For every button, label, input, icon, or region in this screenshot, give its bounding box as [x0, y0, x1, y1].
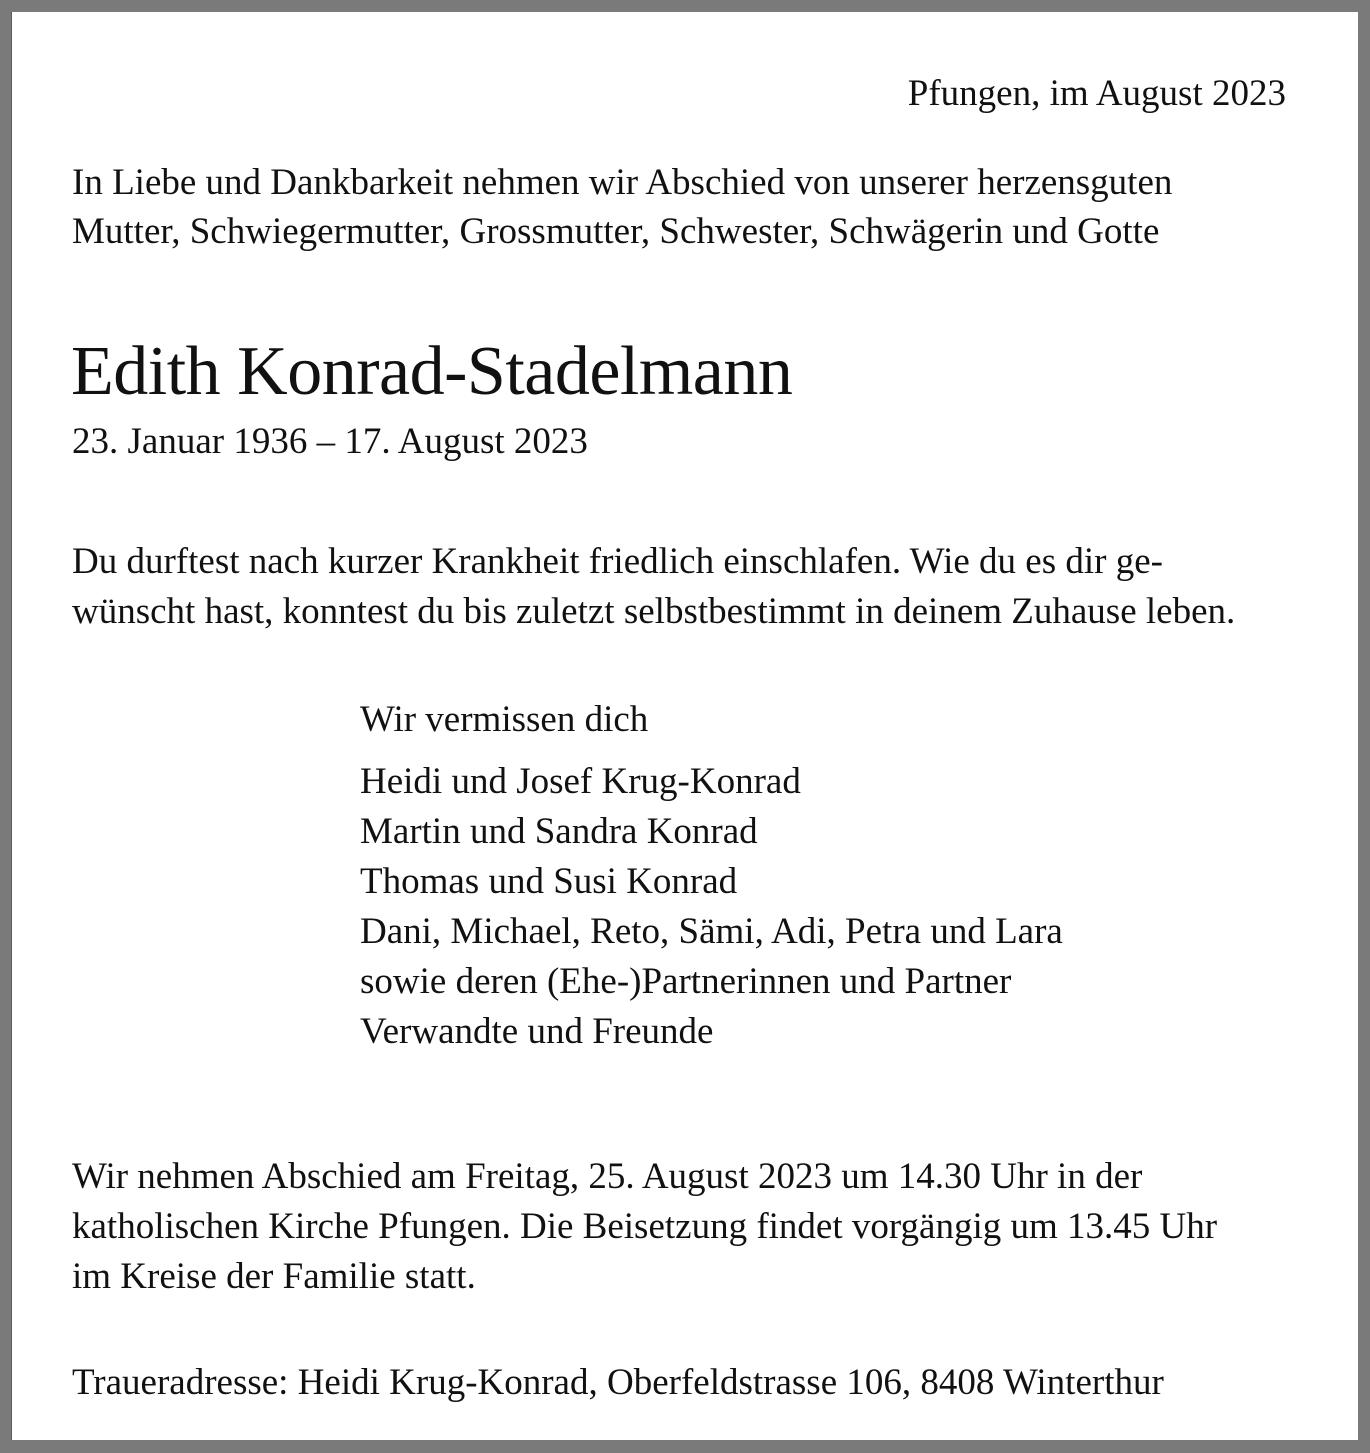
- mourner-entry: Heidi und Josef Krug-Konrad: [360, 761, 801, 802]
- obituary-page: [12, 12, 1358, 1440]
- mourner-entry: Verwandte und Freunde: [360, 1011, 714, 1052]
- service-line: im Kreise der Familie statt.: [72, 1256, 476, 1297]
- mourners-heading: Wir vermissen dich: [360, 699, 649, 740]
- message-line: Du durftest nach kurzer Krankheit friedlich einschlafen. Wie du es dir ge-: [72, 541, 1163, 582]
- service-line: Wir nehmen Abschied am Freitag, 25. August 2023 um 14.30 Uhr in der: [72, 1156, 1143, 1197]
- mourner-entry: Martin und Sandra Konrad: [360, 811, 758, 852]
- deceased-name: Edith Konrad-Stadelmann: [71, 333, 793, 410]
- mourners-list: [360, 695, 1063, 1057]
- intro-text: [72, 158, 1172, 256]
- message-line: wünscht hast, konntest du bis zuletzt selbstbestimmt in deinem Zuhause leben.: [72, 591, 1236, 632]
- mourning-address: Traueradresse: Heidi Krug-Konrad, Oberfeldstrasse 106, 8408 Winterthur: [72, 1362, 1164, 1403]
- mourner-entry: Thomas und Susi Konrad: [360, 861, 738, 902]
- service-line: katholischen Kirche Pfungen. Die Beisetzung findet vorgängig um 13.45 Uhr: [72, 1206, 1218, 1247]
- intro-line: Mutter, Schwiegermutter, Grossmutter, Schwester, Schwägerin und Gotte: [72, 211, 1160, 252]
- place-date: Pfungen, im August 2023: [907, 73, 1286, 114]
- life-dates: 23. Januar 1936 – 17. August 2023: [72, 421, 588, 462]
- farewell-message: [72, 537, 1235, 637]
- service-details: [72, 1152, 1217, 1302]
- mourner-entry: Dani, Michael, Reto, Sämi, Adi, Petra und Lara: [360, 911, 1063, 952]
- intro-line: In Liebe und Dankbarkeit nehmen wir Abschied von unserer herzensguten: [72, 162, 1173, 203]
- mourner-entry: sowie deren (Ehe-)Partnerinnen und Partner: [360, 961, 1012, 1002]
